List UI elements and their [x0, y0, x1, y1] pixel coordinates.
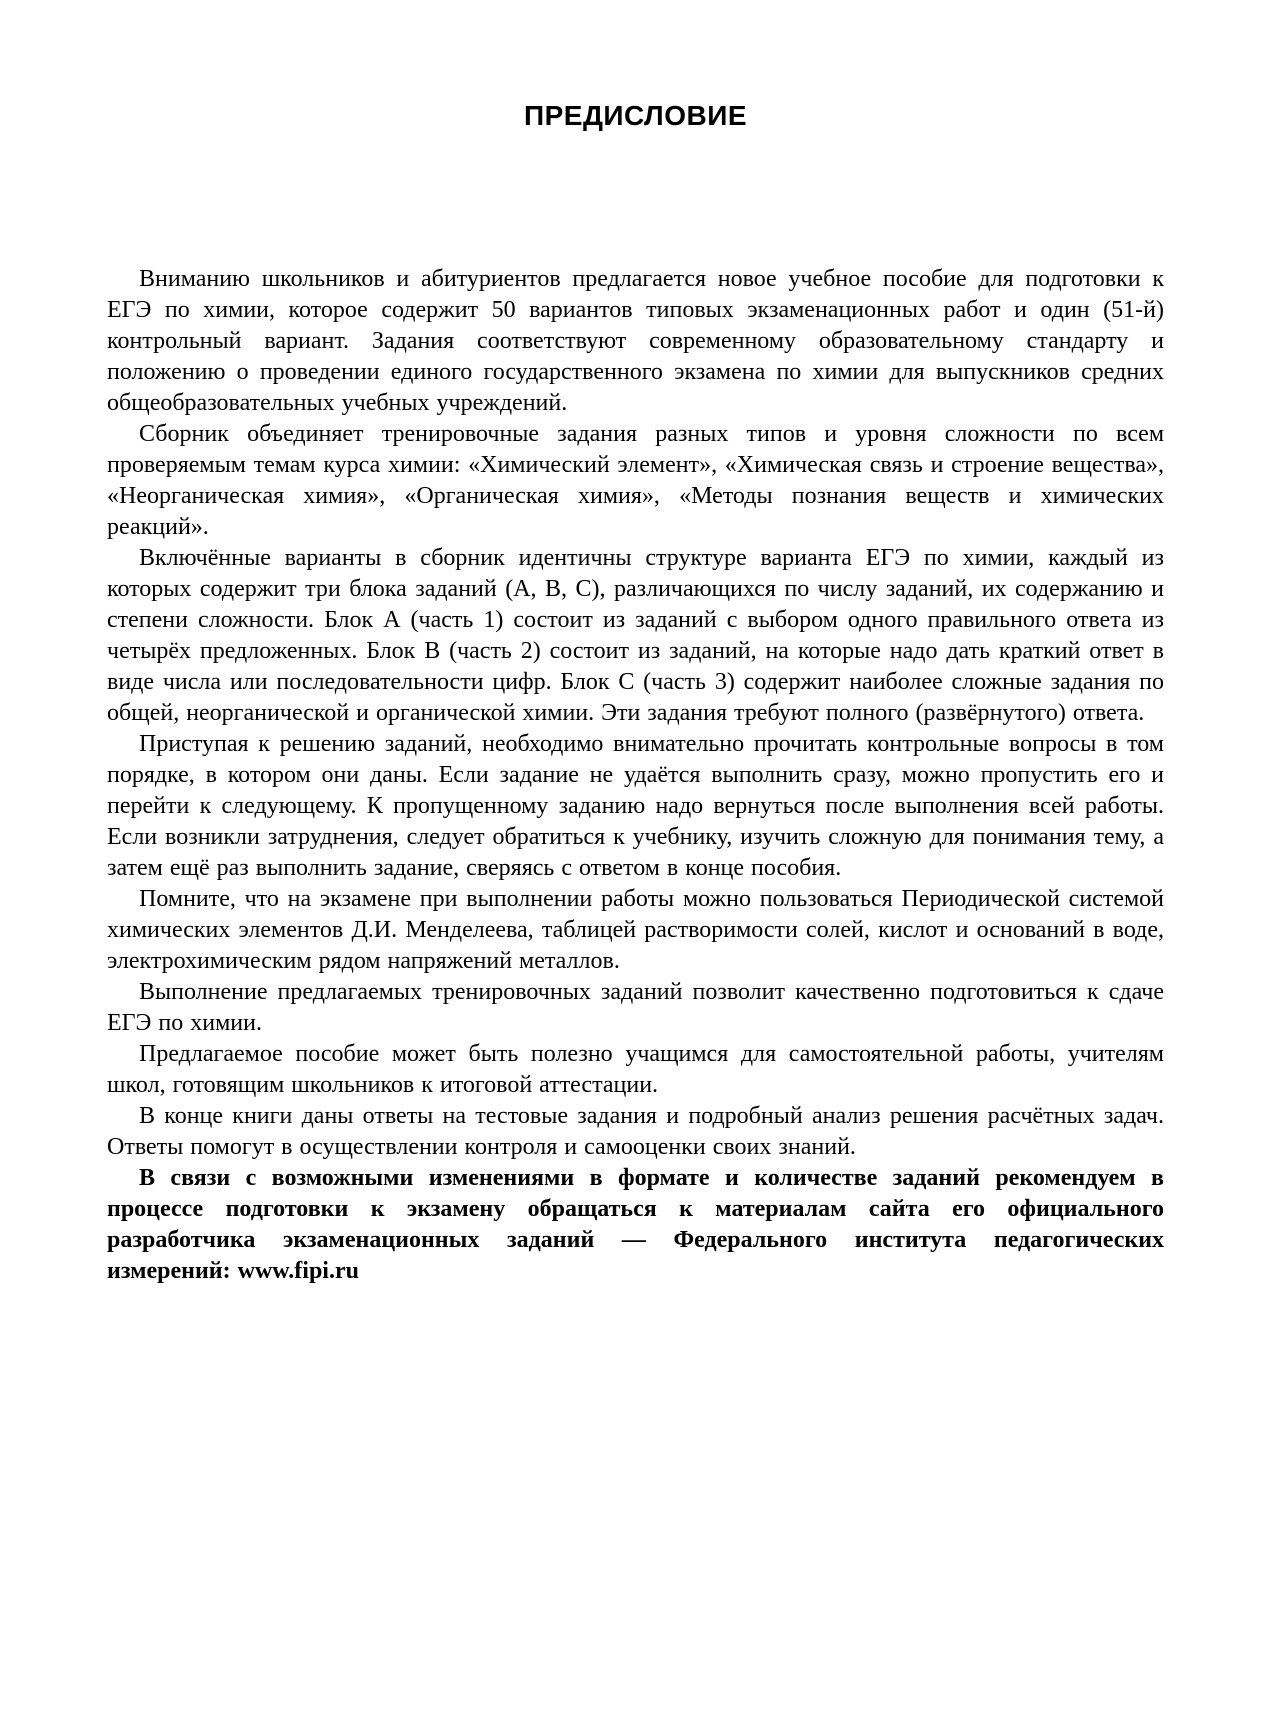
- paragraph: Выполнение предлагаемых тренировочных заданий позволит качественно подготовиться к сдаче ЕГЭ по химии.: [107, 979, 1164, 1036]
- paragraph: Предлагаемое пособие может быть полезно учащимся для самостоятельной работы, учителям школ, готовящим школьников к итоговой аттестации.: [107, 1041, 1164, 1098]
- paragraph: Сборник объединяет тренировочные задания разных типов и уровня сложности по всем проверяемым темам курса химии: «Химический элемент», «Химическая связь и строение вещества», «Неорганическая химия», «Органическая химия», «Методы познания веществ и химических реакций».: [107, 421, 1164, 540]
- paragraph-bold-note: В связи с возможными изменениями в формате и количестве заданий рекомендуем в процессе подготовки к экзамену обращаться к материалам сайта его официального разработчика экзаменационных заданий — Федерального института педагогических измерений: www.fipi.ru: [107, 1165, 1164, 1284]
- paragraph: Помните, что на экзамене при выполнении работы можно пользоваться Периодической системой химических элементов Д.И. Менделеева, таблицей растворимости солей, кислот и оснований в воде, электрохимическим рядом напряжений металлов.: [107, 886, 1164, 974]
- paragraph: В конце книги даны ответы на тестовые задания и подробный анализ решения расчётных задач. Ответы помогут в осуществлении контроля и самооценки своих знаний.: [107, 1103, 1164, 1160]
- paragraph: Приступая к решению заданий, необходимо внимательно прочитать контрольные вопросы в том порядке, в котором они даны. Если задание не удаётся выполнить сразу, можно пропустить его и перейти к следующему. К пропущенному заданию надо вернуться после выполнения всей работы. Если возникли затруднения, следует обратиться к учебнику, изучить сложную для понимания тему, а затем ещё раз выполнить задание, сверяясь с ответом в конце пособия.: [107, 731, 1164, 881]
- paragraphs: [107, 264, 1164, 1287]
- paragraph: Вниманию школьников и абитуриентов предлагается новое учебное пособие для подготовки к ЕГЭ по химии, которое содержит 50 вариантов типовых экзаменационных работ и один (51-й) контрольный вариант. Задания соответствуют современному образовательному стандарту и положению о проведении единого государственного экзамена по химии для выпускников средних общеобразовательных учебных учреждений.: [107, 266, 1164, 416]
- page-title: ПРЕДИСЛОВИЕ: [523, 100, 748, 131]
- paragraph: Включённые варианты в сборник идентичны структуре варианта ЕГЭ по химии, каждый из которых содержит три блока заданий (А, В, С), различающихся по числу заданий, их содержанию и степени сложности. Блок А (часть 1) состоит из заданий с выбором одного правильного ответа из четырёх предложенных. Блок В (часть 2) состоит из заданий, на которые надо дать краткий ответ в виде числа или последовательности цифр. Блок С (часть 3) содержит наиболее сложные задания по общей, неорганической и органической химии. Эти задания требуют полного (развёрнутого) ответа.: [107, 545, 1164, 726]
